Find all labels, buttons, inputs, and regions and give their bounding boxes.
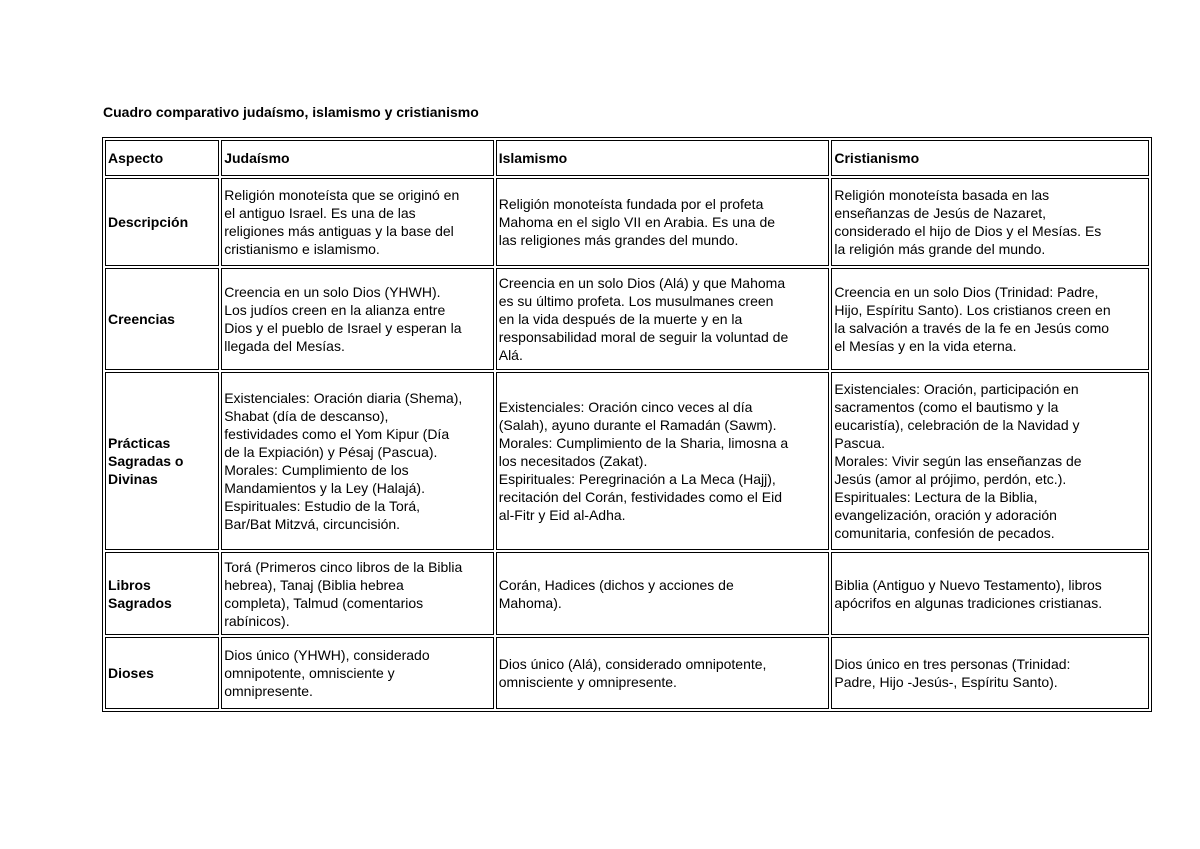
cell-text-line: omnipresente. (224, 683, 313, 699)
cell-text-line: el antiguo Israel. Es una de las (224, 205, 416, 221)
header-judaismo: Judaísmo (221, 140, 494, 176)
cell-text-line: hebrea), Tanaj (Biblia hebrea (224, 576, 404, 593)
row-aspect-cell (105, 552, 219, 635)
cell-text-line: Morales: Cumplimiento de los (224, 462, 409, 478)
aspect-label-line: Descripción (108, 214, 189, 230)
cell-text-line: Biblia (Antiguo y Nuevo Testamento), libros (834, 576, 1102, 593)
table-row (105, 178, 1149, 266)
document-title: Cuadro comparativo judaísmo, islamismo y cristianismo (103, 104, 479, 120)
cell-text-line: religiones más antiguas y la base del (224, 223, 454, 239)
cell-text-line: la salvación a través de la fe en Jesús como (834, 320, 1110, 336)
cell-text-line: rabínicos). (224, 612, 290, 629)
cell-text-line: Existenciales: Oración diaria (Shema), (224, 390, 463, 406)
table-row (105, 552, 1149, 635)
cell-text-line: enseñanzas de Jesús de Nazaret, (834, 205, 1047, 221)
cell-text-line: Alá. (498, 347, 523, 363)
cell-text-line: Dios único (YHWH), considerado (224, 647, 430, 663)
cell-text-line: evangelización, oración y adoración (834, 507, 1057, 523)
cell-text-line: Mahoma). (498, 594, 562, 611)
row-aspect-cell (105, 178, 219, 266)
cell-islamismo (496, 552, 830, 635)
cell-text-line: Hijo, Espíritu Santo). Los cristianos creen en (834, 302, 1111, 318)
cell-text-line: las religiones más grandes del mundo. (498, 232, 739, 248)
cell-judaismo (221, 552, 494, 635)
cell-text-line: llegada del Mesías. (224, 338, 345, 354)
cell-text-line: Religión monoteísta que se originó en (224, 187, 460, 203)
aspect-label-line: Sagradas o (108, 453, 184, 469)
header-cristianismo: Cristianismo (831, 140, 1149, 176)
table-row (105, 268, 1149, 370)
cell-text-line: Creencia en un solo Dios (Trinidad: Padre, (834, 284, 1099, 300)
cell-cristianismo (831, 178, 1149, 266)
cell-cristianismo (831, 268, 1149, 370)
cell-text-line: apócrifos en algunas tradiciones cristianas. (834, 594, 1103, 611)
row-aspect-cell (105, 268, 219, 370)
cell-text-line: Padre, Hijo -Jesús-, Espíritu Santo). (834, 674, 1058, 690)
row-aspect-cell (105, 372, 219, 550)
table-row (105, 372, 1149, 550)
cell-text-line: cristianismo e islamismo. (224, 241, 380, 257)
cell-cristianismo (831, 372, 1149, 550)
aspect-label-line: Sagrados (108, 594, 172, 611)
cell-text-line: Religión monoteísta basada en las (834, 187, 1050, 203)
cell-text-line: comunitaria, confesión de pecados. (834, 525, 1055, 541)
cell-text-line: sacramentos (como el bautismo y la (834, 399, 1059, 415)
cell-text-line: Jesús (amor al prójimo, perdón, etc.). (834, 471, 1067, 487)
cell-text-line: Creencia en un solo Dios (Alá) y que Mahoma (498, 275, 786, 291)
cell-text-line: Corán, Hadices (dichos y acciones de (498, 576, 734, 593)
cell-islamismo (496, 178, 830, 266)
cell-text-line: Los judíos creen en la alianza entre (224, 302, 446, 318)
cell-text-line: Dios y el pueblo de Israel y esperan la (224, 320, 462, 336)
cell-text-line: la religión más grande del mundo. (834, 241, 1046, 257)
cell-text-line: completa), Talmud (comentarios (224, 594, 424, 611)
cell-judaismo (221, 637, 494, 709)
cell-text-line: Creencia en un solo Dios (YHWH). (224, 284, 441, 300)
cell-text-line: Mahoma en el siglo VII en Arabia. Es una de (498, 214, 776, 230)
cell-islamismo (496, 268, 830, 370)
cell-text-line: omnisciente y omnipresente. (498, 674, 677, 690)
cell-text-line: Espirituales: Peregrinación a La Meca (Hajj), (498, 471, 776, 487)
cell-text-line: en la vida después de la muerte y en la (498, 311, 743, 327)
cell-text-line: recitación del Corán, festividades como el Eid (498, 489, 782, 505)
cell-text-line: Morales: Cumplimiento de la Sharia, limosna a (498, 435, 789, 451)
cell-text-line: (Salah), ayuno durante el Ramadán (Sawm). (498, 417, 777, 433)
aspect-label-line: Dioses (108, 665, 154, 681)
row-aspect-cell (105, 637, 219, 709)
cell-text-line: Morales: Vivir según las enseñanzas de (834, 453, 1082, 469)
cell-text-line: Dios único (Alá), considerado omnipotente, (498, 656, 767, 672)
cell-text-line: Existenciales: Oración, participación en (834, 381, 1079, 397)
cell-islamismo (496, 372, 830, 550)
cell-text-line: Bar/Bat Mitzvá, circuncisión. (224, 516, 401, 532)
cell-text-line: considerado el hijo de Dios y el Mesías. Es (834, 223, 1102, 239)
cell-text-line: Mandamientos y la Ley (Halajá). (224, 480, 425, 496)
aspect-label-line: Creencias (108, 311, 175, 327)
header-aspecto: Aspecto (105, 140, 219, 176)
cell-text-line: el Mesías y en la vida eterna. (834, 338, 1017, 354)
cell-text-line: Dios único en tres personas (Trinidad: (834, 656, 1071, 672)
cell-text-line: de la Expiación) y Pésaj (Pascua). (224, 444, 438, 460)
aspect-label-line: Libros (108, 576, 151, 593)
cell-text-line: eucaristía), celebración de la Navidad y (834, 417, 1080, 433)
cell-islamismo (496, 637, 830, 709)
table-header-row (105, 140, 1149, 176)
cell-cristianismo (831, 637, 1149, 709)
cell-cristianismo (831, 552, 1149, 635)
cell-judaismo (221, 268, 494, 370)
aspect-label-line: Divinas (108, 471, 158, 487)
cell-text-line: Shabat (día de descanso), (224, 408, 389, 424)
cell-text-line: omnipotente, omnisciente y (224, 665, 395, 681)
cell-text-line: responsabilidad moral de seguir la voluntad de (498, 329, 789, 345)
cell-text-line: festividades como el Yom Kipur (Día (224, 426, 450, 442)
cell-judaismo (221, 372, 494, 550)
comparison-table (102, 137, 1152, 712)
cell-text-line: al-Fitr y Eid al-Adha. (498, 507, 626, 523)
header-islamismo: Islamismo (496, 140, 830, 176)
cell-text-line: Pascua. (834, 435, 885, 451)
cell-text-line: Religión monoteísta fundada por el profeta (498, 196, 764, 212)
cell-text-line: Espirituales: Estudio de la Torá, (224, 498, 421, 514)
cell-text-line: Torá (Primeros cinco libros de la Biblia (224, 558, 463, 575)
table-row (105, 637, 1149, 709)
cell-judaismo (221, 178, 494, 266)
cell-text-line: Espirituales: Lectura de la Biblia, (834, 489, 1038, 505)
cell-text-line: es su último profeta. Los musulmanes creen (498, 293, 774, 309)
cell-text-line: Existenciales: Oración cinco veces al día (498, 399, 753, 415)
cell-text-line: los necesitados (Zakat). (498, 453, 648, 469)
aspect-label-line: Prácticas (108, 435, 171, 451)
